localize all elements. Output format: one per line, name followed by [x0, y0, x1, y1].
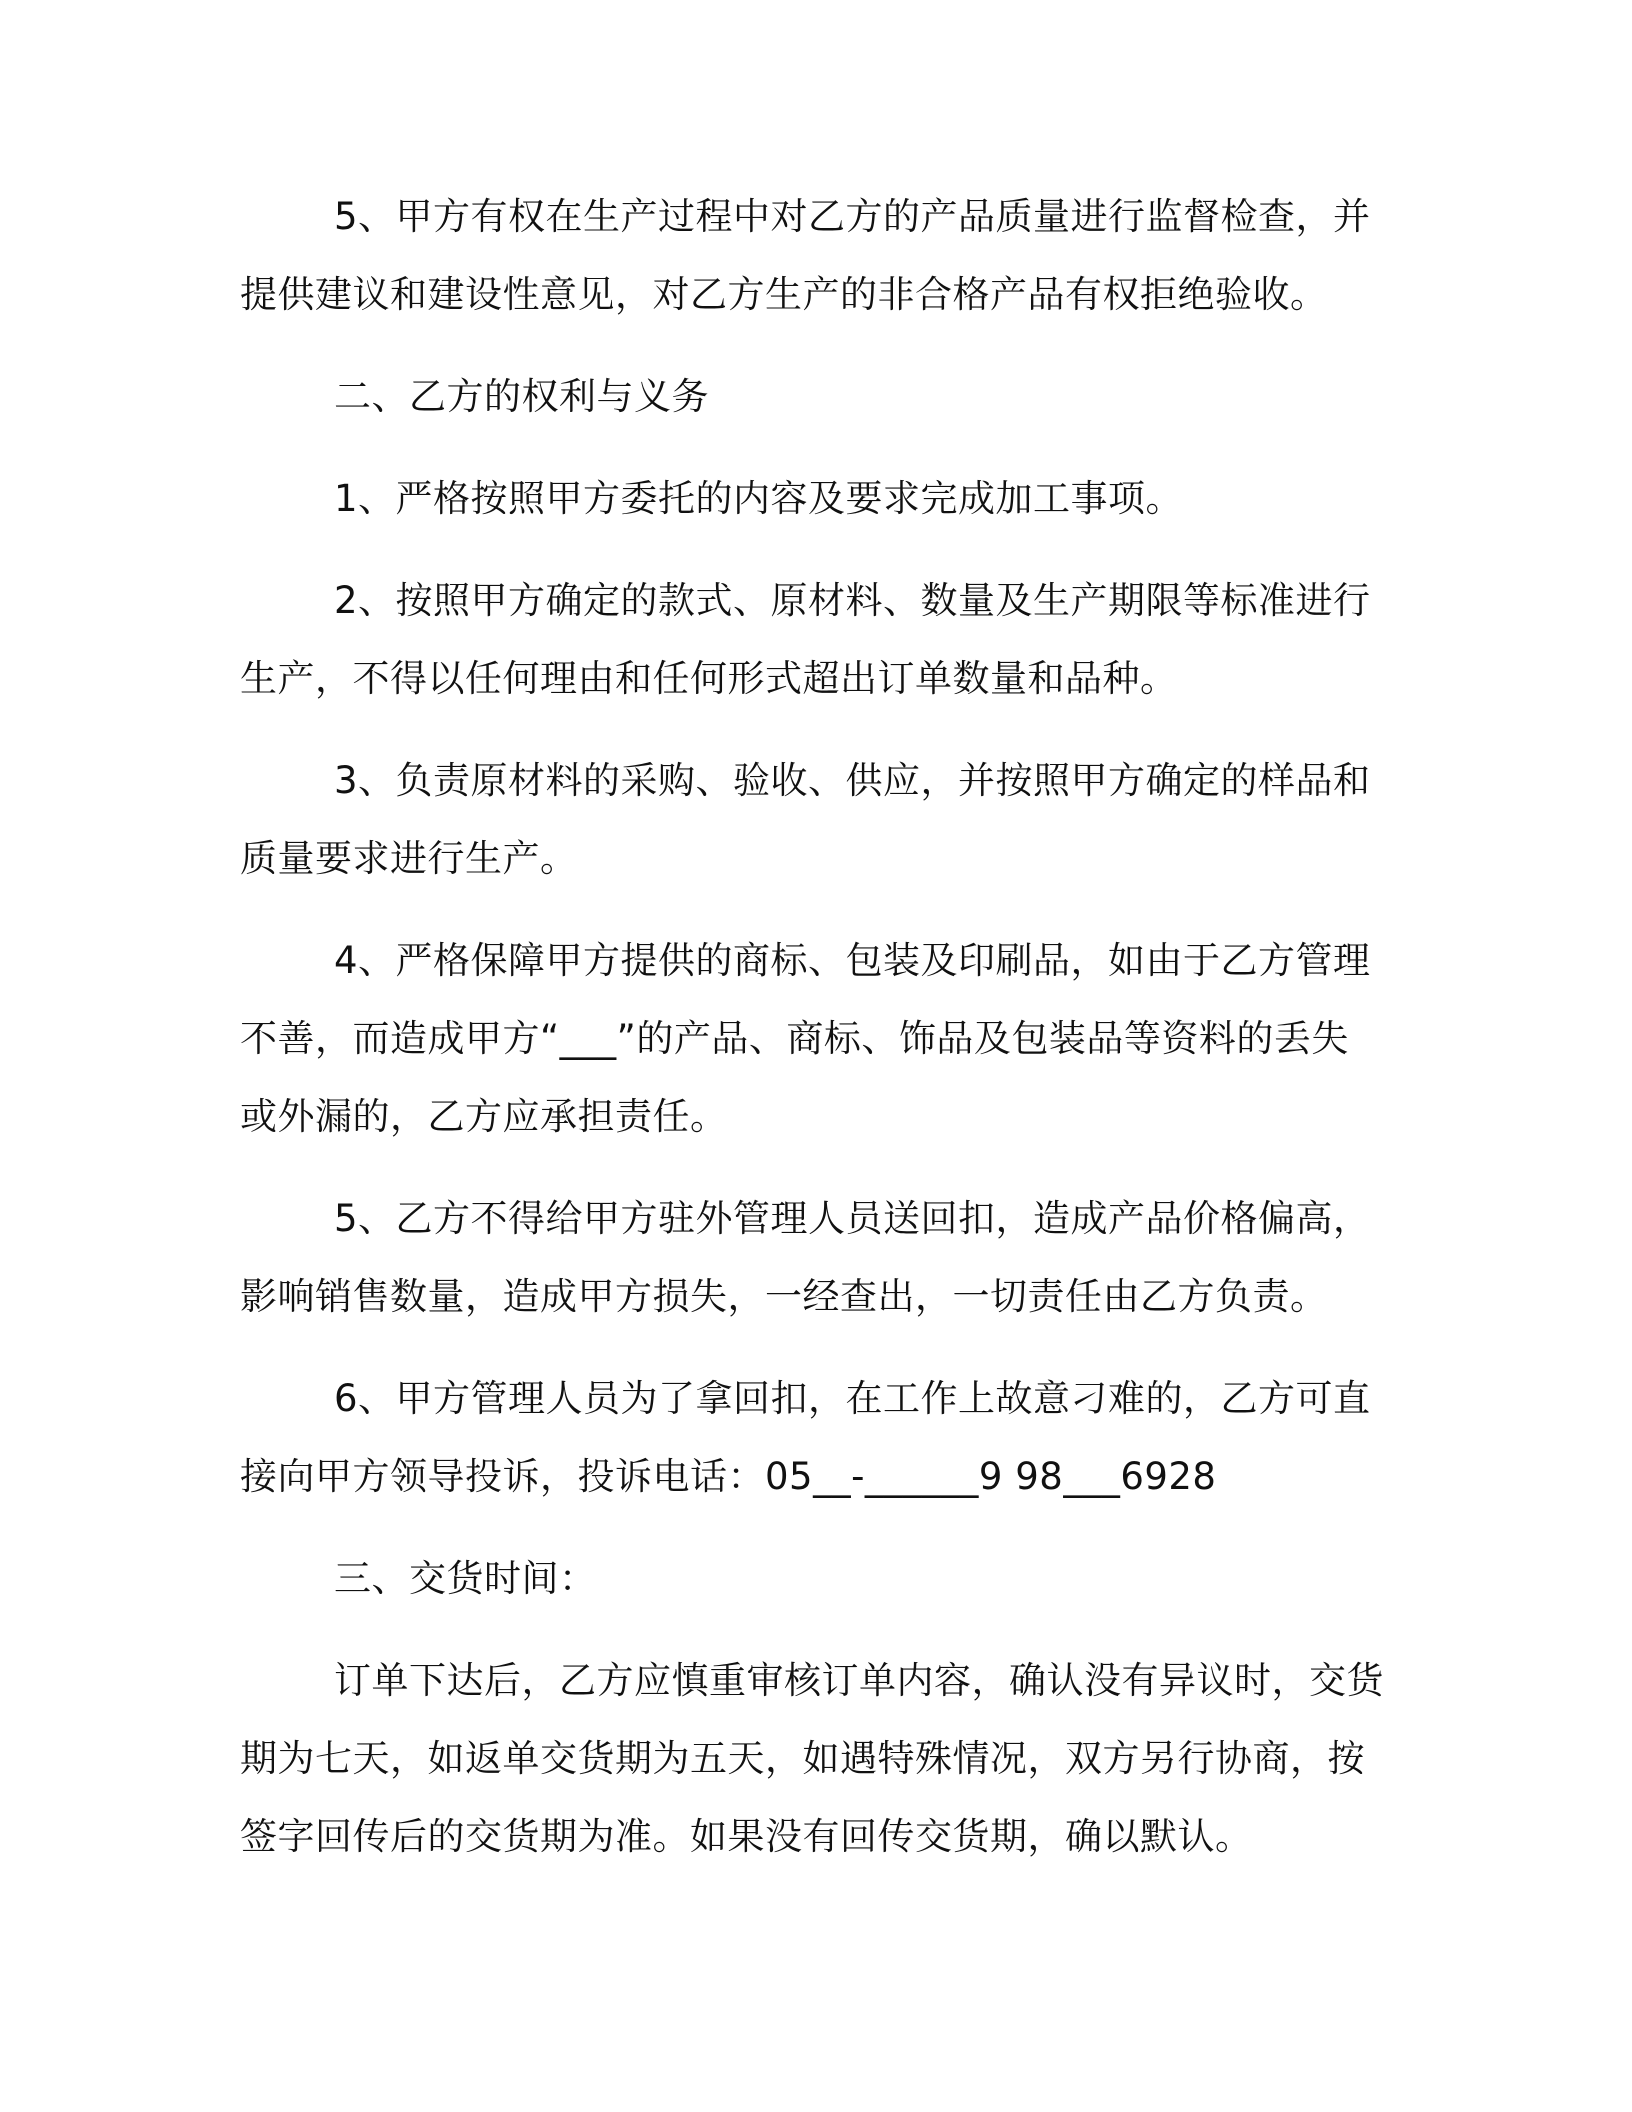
text-line: 5、乙方不得给甲方驻外管理人员送回扣，造成产品价格偏高，	[334, 1197, 1371, 1240]
text-line: 5、甲方有权在生产过程中对乙方的产品质量进行监督检查，并	[334, 195, 1371, 238]
text-line: 不善，而造成甲方“___”的产品、商标、饰品及包装品等资料的丢失	[240, 1017, 1349, 1060]
text-line: 签字回传后的交货期为准。如果没有回传交货期，确以默认。	[240, 1815, 1253, 1858]
paragraph-party-b-item-1	[240, 460, 1380, 538]
text-line: 质量要求进行生产。	[240, 837, 578, 880]
paragraph-party-b-item-5	[240, 1180, 1380, 1336]
paragraph-delivery-terms	[240, 1642, 1384, 1876]
section-heading-party-b-rights	[240, 358, 1380, 436]
text-line: 期为七天，如返单交货期为五天，如遇特殊情况，双方另行协商，按	[240, 1737, 1365, 1780]
text-line: 6、甲方管理人员为了拿回扣，在工作上故意刁难的，乙方可直	[334, 1377, 1371, 1420]
text-line: 3、负责原材料的采购、验收、供应，并按照甲方确定的样品和	[334, 759, 1371, 802]
text-line: 2、按照甲方确定的款式、原材料、数量及生产期限等标准进行	[334, 579, 1371, 622]
text-line: 4、严格保障甲方提供的商标、包装及印刷品，如由于乙方管理	[334, 939, 1371, 982]
paragraph-party-b-item-2	[240, 562, 1380, 718]
text-line: 提供建议和建设性意见，对乙方生产的非合格产品有权拒绝验收。	[240, 273, 1328, 316]
text-line: 生产，不得以任何理由和任何形式超出订单数量和品种。	[240, 657, 1178, 700]
text-line: 或外漏的，乙方应承担责任。	[240, 1095, 728, 1138]
paragraph-party-a-right-5	[240, 178, 1380, 334]
text-line: 1、严格按照甲方委托的内容及要求完成加工事项。	[334, 477, 1184, 520]
text-line: 三、交货时间：	[334, 1557, 597, 1600]
paragraph-party-b-item-3	[240, 742, 1380, 898]
paragraph-party-b-item-6	[240, 1360, 1380, 1516]
text-line: 订单下达后，乙方应慎重审核订单内容，确认没有异议时，交货	[334, 1659, 1384, 1702]
section-heading-delivery-time	[240, 1540, 1380, 1618]
text-line: 接向甲方领导投诉，投诉电话：05__-______9 98___6928	[240, 1455, 1217, 1498]
text-line: 影响销售数量，造成甲方损失，一经查出，一切责任由乙方负责。	[240, 1275, 1328, 1318]
paragraph-party-b-item-4	[240, 922, 1380, 1156]
text-line: 二、乙方的权利与义务	[334, 375, 709, 418]
